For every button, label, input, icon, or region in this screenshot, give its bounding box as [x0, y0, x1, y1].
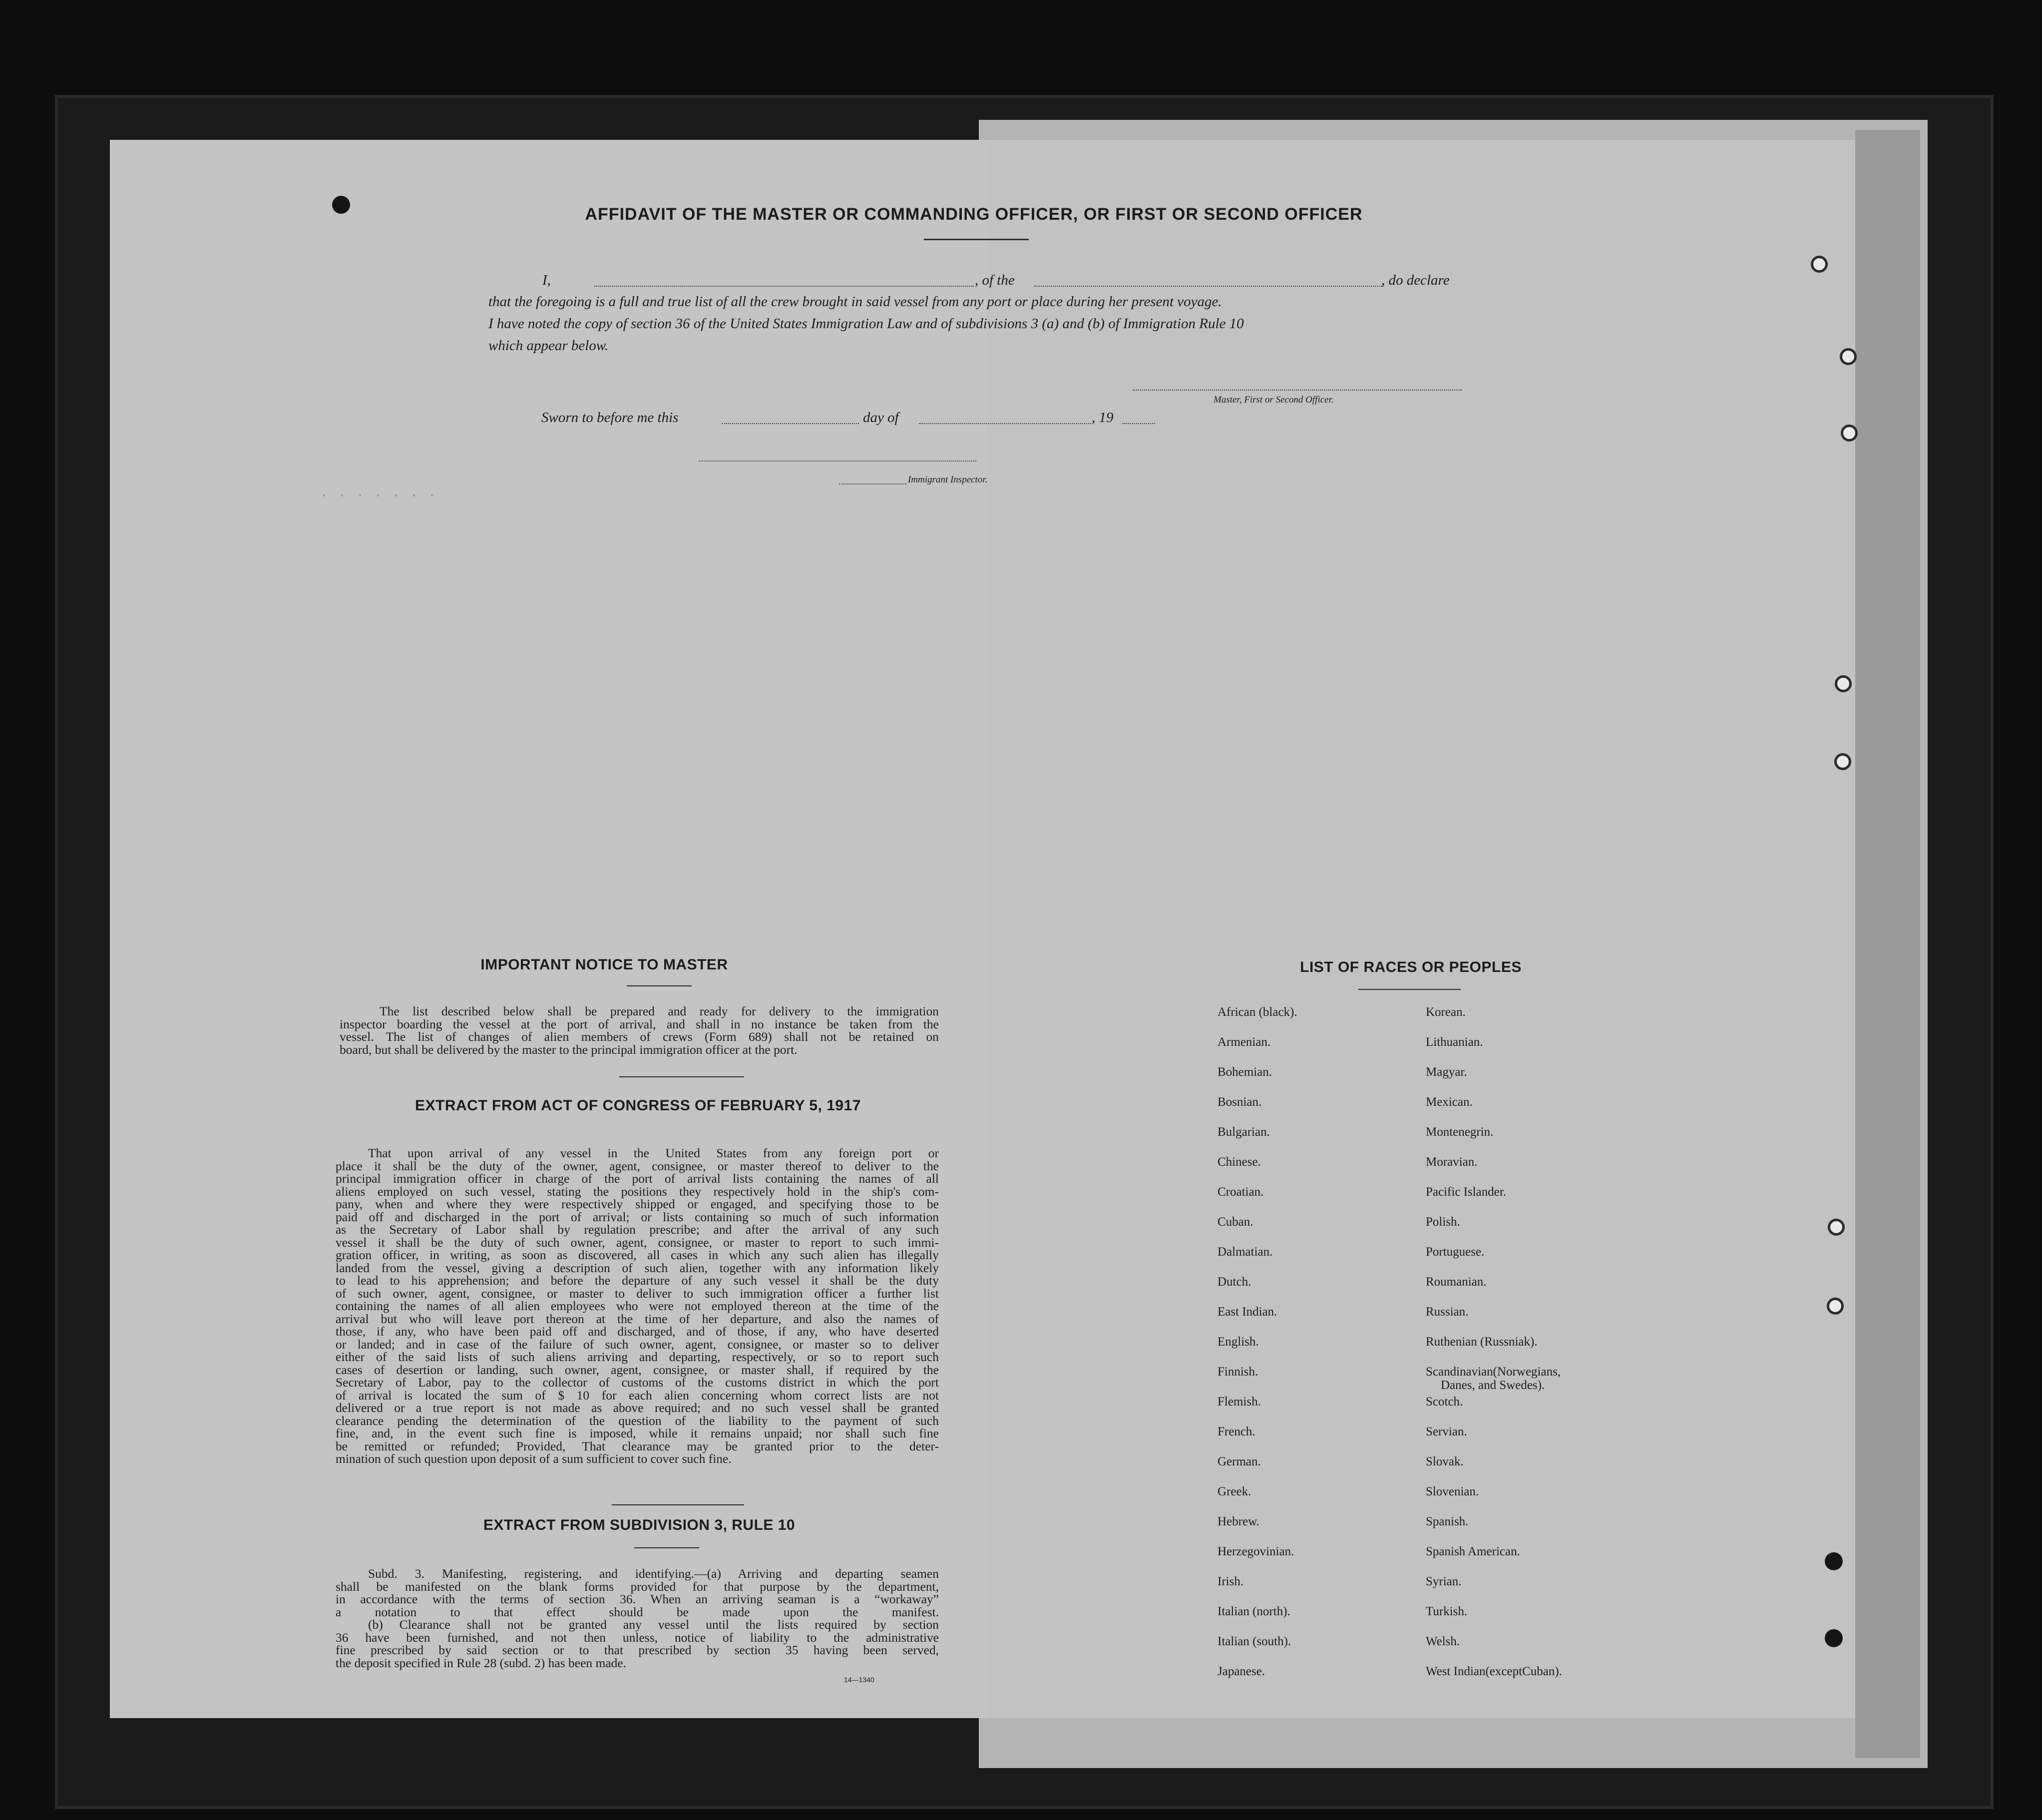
notice-line: inspector boarding the vessel at the port of arrival, and shall in no instance be taken from the — [340, 1016, 939, 1031]
race-item: Cuban. — [1218, 1215, 1253, 1229]
race-item: Mexican. — [1426, 1095, 1473, 1109]
race-item: Irish. — [1218, 1575, 1244, 1588]
race-item: French. — [1218, 1425, 1255, 1438]
title-underline — [924, 239, 1029, 240]
act-line: arrival but who will leave port thereon at the time of her departure, and also the names of — [336, 1311, 939, 1326]
rule-line: fine prescribed by said section or to that prescribed by section 35 having been served, — [336, 1643, 939, 1657]
act-line: pany, when and where they were respectively shipped or engaged, and specifying those to be — [336, 1197, 939, 1211]
act-line: paid off and discharged in the port of arrival; or lists containing so much of such information — [336, 1209, 939, 1224]
rule-line: 36 have been furnished, and not then unless, notice of liability to the administrative — [336, 1630, 939, 1645]
race-item: Scotch. — [1426, 1395, 1463, 1408]
act-line: That upon arrival of any vessel in the United States from any foreign port or — [368, 1146, 939, 1160]
act-line: either of the said lists of such aliens arriving and departing, respectively, or so to report such — [336, 1350, 939, 1364]
act-line: containing the names of all alien employees who were not employed thereon at the time of the — [336, 1299, 939, 1313]
notice-paragraph — [340, 1005, 939, 1056]
rule-line: the deposit specified in Rule 28 (subd. 2) has been made. — [336, 1655, 627, 1670]
rule-underline — [634, 1547, 699, 1548]
race-item: Hebrew. — [1218, 1515, 1259, 1528]
act-line: place it shall be the duty of the owner, agent, consignee, or master thereof to deliver to the — [336, 1158, 939, 1173]
act-line: those, if any, who have been paid off and discharged, and of those, if any, who have deserted — [336, 1324, 939, 1339]
day-blank — [722, 423, 859, 424]
affidavit-do-declare-label: , do declare — [1381, 272, 1450, 288]
race-item: German. — [1218, 1455, 1261, 1468]
races-heading: LIST OF RACES OR PEOPLES — [1300, 959, 1522, 975]
race-item: Moravian. — [1426, 1155, 1478, 1169]
race-item: Spanish. — [1426, 1515, 1469, 1528]
act-divider — [612, 1504, 744, 1505]
rule-line: shall be manifested on the blank forms provided for that purpose by the department, — [336, 1579, 939, 1594]
year-label: , 19 — [1092, 410, 1114, 426]
day-of-label: day of — [863, 410, 899, 426]
notice-line: vessel. The list of changes of alien members of crews (Form 689) shall not be retained on — [340, 1029, 939, 1044]
rule-line: Subd. 3. Manifesting, registering, and identifying.—(a) Arriving and departing seamen — [368, 1566, 939, 1581]
race-item: Danes, and Swedes). — [1441, 1378, 1545, 1392]
notice-line: The list described below shall be prepared and ready for delivery to the immigration — [380, 1004, 939, 1018]
race-item: Spanish American. — [1426, 1545, 1520, 1558]
notice-heading: IMPORTANT NOTICE TO MASTER — [480, 956, 728, 973]
rule-line: in accordance with the terms of section 36. When an arriving seaman is a “workaway” — [336, 1592, 939, 1606]
race-item: African (black). — [1218, 1005, 1297, 1019]
race-item: Montenegrin. — [1426, 1125, 1494, 1139]
race-item: Russian. — [1426, 1305, 1469, 1319]
race-item: Ruthenian (Russniak). — [1426, 1335, 1538, 1349]
binding-hole — [1827, 1298, 1844, 1315]
race-item: Herzegovinian. — [1218, 1545, 1294, 1558]
document-page-left — [110, 140, 986, 1718]
act-line: Secretary of Labor, pay to the collector of customs of the customs district in which the port — [336, 1375, 939, 1389]
act-line: delivered or a true report is not made as above required; and no such vessel shall be granted — [336, 1400, 939, 1415]
act-line: fine, and, in the event such fine is imposed, while it remains unpaid; nor shall such fine — [336, 1426, 939, 1440]
signature-blank — [1133, 390, 1462, 391]
signature-caption: Master, First or Second Officer. — [1214, 395, 1334, 405]
act-line: clearance pending the determination of the question of the liability to the payment of such — [336, 1413, 939, 1428]
act-line: of such owner, agent, consignee, or master to deliver to such immigration officer a further list — [336, 1286, 939, 1301]
race-item: Korean. — [1426, 1005, 1466, 1019]
act-line: mination of such question upon deposit of a sum sufficient to cover such fine. — [336, 1451, 732, 1466]
ink-dot — [332, 196, 350, 214]
act-line: gration officer, in writing, as soon as discovered, all cases in which any such alien has illegally — [336, 1248, 939, 1262]
bleed-through-mark: . . . . . . . — [320, 484, 437, 501]
inspector-caption: Immigrant Inspector. — [908, 474, 988, 485]
year-blank — [1123, 423, 1155, 424]
binding-hole — [1835, 675, 1852, 692]
race-item: Finnish. — [1218, 1365, 1258, 1378]
race-item: Croatian. — [1218, 1185, 1264, 1199]
affidavit-of-the-label: , of the — [975, 272, 1015, 288]
rule-line: (b) Clearance shall not be granted any vessel until the lists required by section — [368, 1617, 939, 1632]
affidavit-line-4: which appear below. — [488, 338, 609, 354]
name-blank — [594, 286, 974, 287]
race-item: Chinese. — [1218, 1155, 1261, 1169]
act-line: of arrival is located the sum of $ 10 for each alien concerning whom correct lists are not — [336, 1387, 939, 1402]
race-item: Roumanian. — [1426, 1275, 1487, 1289]
binding-hole — [1840, 348, 1857, 365]
notice-line: board, but shall be delivered by the master to the principal immigration officer at the port. — [340, 1042, 798, 1057]
act-line: cases of desertion or landing, such owner, agent, consignee, or master shall, if required by the — [336, 1362, 939, 1377]
sworn-label: Sworn to before me this — [541, 410, 679, 426]
act-heading: EXTRACT FROM ACT OF CONGRESS OF FEBRUARY 5, 1917 — [415, 1097, 861, 1114]
act-paragraph — [336, 1147, 939, 1465]
race-item: Japanese. — [1218, 1665, 1265, 1678]
race-item: Slovak. — [1426, 1455, 1464, 1468]
month-blank — [919, 423, 1091, 424]
act-line: to lead to his apprehension; and before the departure of any such vessel it shall be the duty — [336, 1273, 939, 1288]
race-item: Armenian. — [1218, 1035, 1271, 1049]
binding-hole — [1811, 256, 1828, 273]
race-item: Dalmatian. — [1218, 1245, 1273, 1259]
race-item: East Indian. — [1218, 1305, 1277, 1319]
act-line: landed from the vessel, giving a description of such alien, together with any information likely — [336, 1260, 939, 1275]
race-item: Italian (north). — [1218, 1605, 1290, 1618]
race-item: Portuguese. — [1426, 1245, 1485, 1259]
vessel-blank — [1034, 286, 1383, 287]
affidavit-i-label: I, — [542, 272, 551, 288]
race-item: Bohemian. — [1218, 1065, 1272, 1079]
inspector-short-blank — [839, 483, 906, 484]
race-item: Dutch. — [1218, 1275, 1251, 1289]
binding-hole — [1828, 1219, 1845, 1236]
race-item: Lithuanian. — [1426, 1035, 1483, 1049]
race-item: Scandinavian(Norwegians, — [1426, 1365, 1561, 1378]
notice-divider — [619, 1076, 744, 1077]
page-edge — [1855, 130, 1920, 1758]
rule-paragraph — [336, 1567, 939, 1669]
binding-dot — [1825, 1552, 1843, 1570]
race-item: Italian (south). — [1218, 1635, 1291, 1648]
act-line: vessel it shall be the duty of such owner, agent, consignee, or master to report to such immi- — [336, 1235, 939, 1250]
race-item: English. — [1218, 1335, 1259, 1349]
race-item: Polish. — [1426, 1215, 1460, 1229]
race-item: Magyar. — [1426, 1065, 1467, 1079]
rule-heading: EXTRACT FROM SUBDIVISION 3, RULE 10 — [483, 1517, 796, 1533]
document-page-right — [986, 140, 1855, 1718]
races-underline — [1358, 989, 1461, 990]
act-line: or landed; and in case of the failure of such owner, agent, consignee, or master so to deliver — [336, 1337, 939, 1352]
inspector-blank — [699, 460, 976, 461]
act-line: principal immigration officer in charge of the port of arrival lists containing the names of all — [336, 1171, 939, 1186]
race-item: Greek. — [1218, 1485, 1251, 1498]
notice-underline — [627, 985, 692, 986]
form-number: 14—1340 — [844, 1676, 874, 1684]
race-item: Servian. — [1426, 1425, 1467, 1438]
binding-dot — [1825, 1629, 1843, 1647]
race-item: Bosnian. — [1218, 1095, 1262, 1109]
race-item: Bulgarian. — [1218, 1125, 1270, 1139]
act-line: as the Secretary of Labor shall by regulation prescribe; and after the arrival of any such — [336, 1222, 939, 1237]
race-item: Syrian. — [1426, 1575, 1462, 1588]
binding-hole — [1834, 753, 1851, 770]
race-item: Pacific Islander. — [1426, 1185, 1507, 1199]
affidavit-title: AFFIDAVIT OF THE MASTER OR COMMANDING OFFICER, OR FIRST OR SECOND OFFICER — [585, 205, 1363, 224]
rule-line: a notation to that effect should be made upon the manifest. — [336, 1604, 939, 1619]
race-item: Flemish. — [1218, 1395, 1261, 1408]
race-item: Welsh. — [1426, 1635, 1460, 1648]
affidavit-line-3: I have noted the copy of section 36 of the United States Immigration Law and of subdivisions 3 (a) and (b) of Immigration Rule 10 — [488, 316, 1244, 332]
race-item: West Indian(exceptCuban). — [1426, 1665, 1562, 1678]
act-line: be remitted or refunded; Provided, That clearance may be granted prior to the deter- — [336, 1438, 939, 1453]
binding-hole — [1841, 425, 1858, 442]
affidavit-line-2: that the foregoing is a full and true list of all the crew brought in said vessel from any port or place during her present voyage. — [488, 294, 1222, 310]
race-item: Slovenian. — [1426, 1485, 1479, 1498]
act-line: aliens employed on such vessel, stating the positions they respectively hold in the ship's com- — [336, 1184, 939, 1199]
race-item: Turkish. — [1426, 1605, 1468, 1618]
